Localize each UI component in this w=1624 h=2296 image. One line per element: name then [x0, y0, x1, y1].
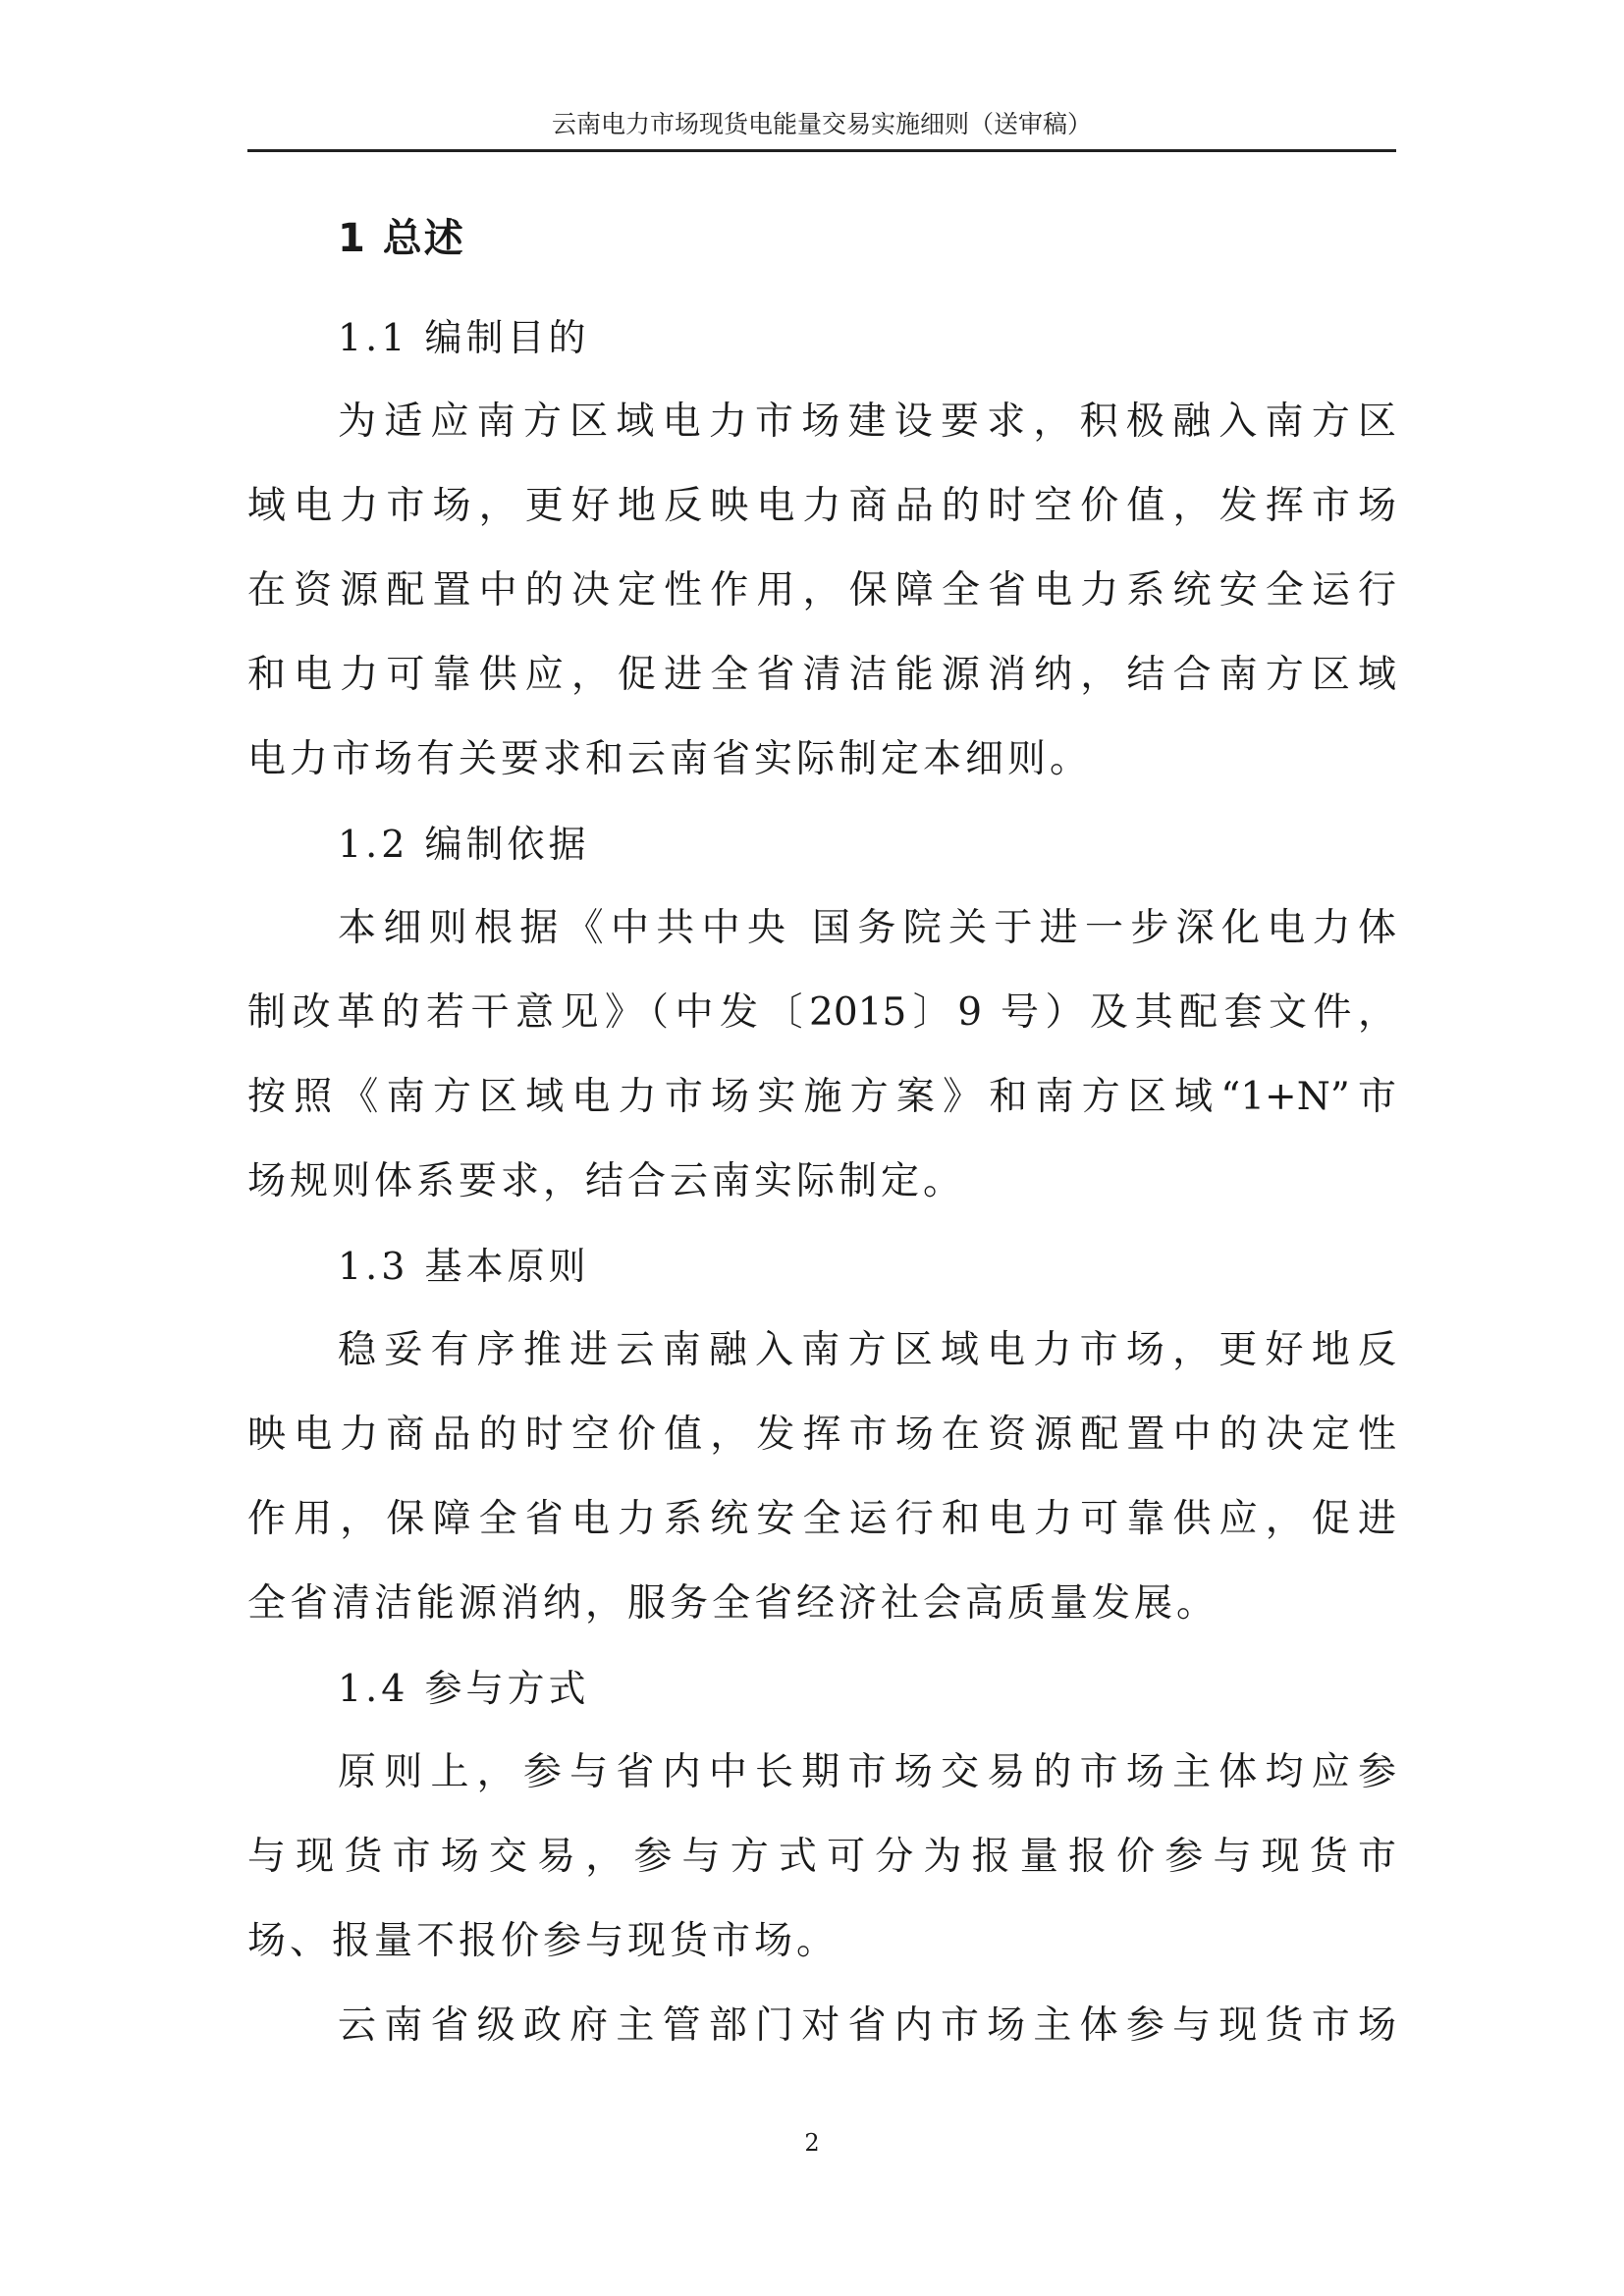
- text-line: 和电力可靠供应，促进全省清洁能源消纳，结合南方区域: [247, 653, 1396, 697]
- text-line: 全省清洁能源消纳，服务全省经济社会高质量发展。: [247, 1581, 1219, 1626]
- text-line: 原则上，参与省内中长期市场交易的市场主体均应参: [338, 1750, 1396, 1794]
- text-line: 为适应南方区域电力市场建设要求，积极融入南方区: [338, 400, 1396, 444]
- text-line: 映电力商品的时空价值，发挥市场在资源配置中的决定性: [247, 1413, 1396, 1457]
- chapter-title: 1 总述: [338, 216, 465, 261]
- paragraph-basis: [247, 886, 1396, 1224]
- section-heading-purpose: 1.1 编制目的: [338, 316, 590, 359]
- text-line: 制改革的若干意见》（中发〔2015〕9 号）及其配套文件，: [247, 990, 1396, 1035]
- section-heading-principles: 1.3 基本原则: [338, 1245, 590, 1288]
- text-line: 云南省级政府主管部门对省内市场主体参与现货市场: [338, 2003, 1396, 2048]
- section-heading-participation: 1.4 参与方式: [338, 1667, 590, 1710]
- text-line: 电力市场有关要求和云南省实际制定本细则。: [247, 737, 1093, 781]
- text-line: 在资源配置中的决定性作用，保障全省电力系统安全运行: [247, 568, 1396, 613]
- section-heading-basis: 1.2 编制依据: [338, 823, 590, 866]
- text-line: 稳妥有序推进云南融入南方区域电力市场，更好地反: [338, 1328, 1396, 1372]
- text-line: 按照《南方区域电力市场实施方案》和南方区域“1+N”市: [247, 1075, 1396, 1119]
- text-line: 与现货市场交易，参与方式可分为报量报价参与现货市: [247, 1835, 1396, 1879]
- page-number: 2: [804, 2129, 820, 2157]
- text-line: 本细则根据《中共中央 国务院关于进一步深化电力体: [338, 906, 1396, 950]
- text-line: 域电力市场，更好地反映电力商品的时空价值，发挥市场: [247, 484, 1396, 528]
- running-header: 云南电力市场现货电能量交易实施细则（送审稿）: [551, 110, 1092, 138]
- text-line: 场规则体系要求，结合云南实际制定。: [247, 1159, 966, 1203]
- paragraph-purpose: [247, 380, 1396, 802]
- header-divider: [247, 149, 1396, 152]
- text-line: 作用，保障全省电力系统安全运行和电力可靠供应，促进: [247, 1497, 1396, 1541]
- text-line: 场、报量不报价参与现货市场。: [247, 1919, 839, 1963]
- document-body: [247, 211, 1396, 2068]
- paragraph-participation-1: [247, 1731, 1396, 1984]
- paragraph-participation-2: [247, 1984, 1396, 2068]
- paragraph-principles: [247, 1308, 1396, 1646]
